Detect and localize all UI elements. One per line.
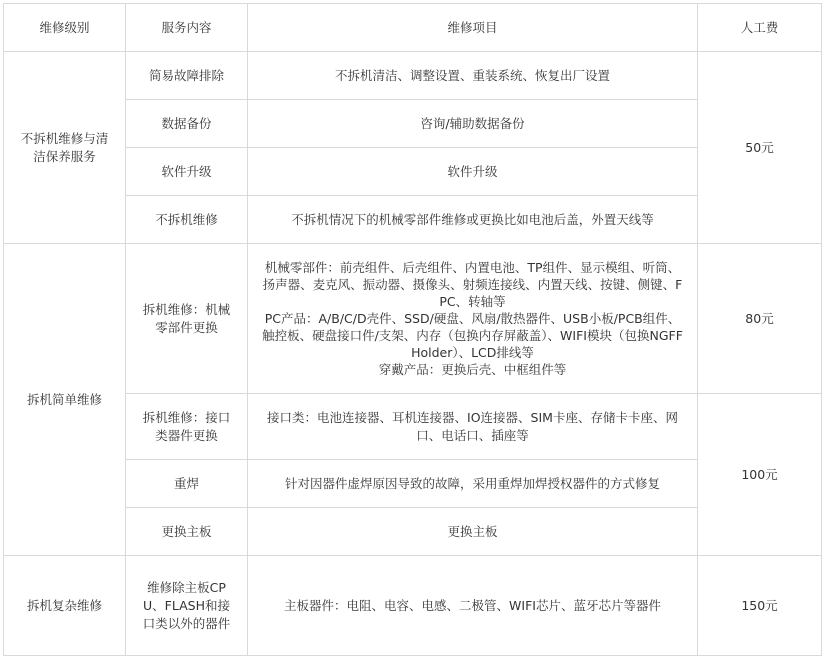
header-items: 维修项目: [248, 4, 698, 52]
items-text: 机械零部件：前壳组件、后壳组件、内置电池、TP组件、显示模组、听筒、扬声器、麦克风、振动器、摄像头、射频连接线、内置天线、按键、侧键、FPC、转轴等: [262, 260, 683, 309]
header-level: 维修级别: [4, 4, 126, 52]
service-cell: 简易故障排除: [126, 52, 248, 100]
items-text: PC产品：A/B/C/D壳件、SSD/硬盘、风扇/散热器件、USB小板/PCB组件、触控板、硬盘接口件/支架、内存（包换内存屏蔽盖）、WIFI模块（包换NGFF Holder）、LCD排线等: [262, 311, 683, 360]
fee-cell: 50元: [698, 52, 822, 244]
table-row: [4, 244, 822, 394]
service-cell: 拆机维修：接口类器件更换: [126, 394, 248, 460]
items-cell: 咨询/辅助数据备份: [248, 100, 698, 148]
service-cell: 软件升级: [126, 148, 248, 196]
service-cell: 更换主板: [126, 508, 248, 556]
items-cell: 针对因器件虚焊原因导致的故障，采用重焊加焊授权器件的方式修复: [248, 460, 698, 508]
table-row: [4, 556, 822, 656]
fee-cell: 150元: [698, 556, 822, 656]
repair-pricing-table: [3, 3, 822, 656]
items-cell: [248, 244, 698, 394]
items-cell: 不拆机清洁、调整设置、重装系统、恢复出厂设置: [248, 52, 698, 100]
table-row: [4, 52, 822, 100]
items-cell: 更换主板: [248, 508, 698, 556]
items-cell: 接口类：电池连接器、耳机连接器、IO连接器、SIM卡座、存储卡卡座、网口、电话口、插座等: [248, 394, 698, 460]
service-cell: 不拆机维修: [126, 196, 248, 244]
table-header-row: [4, 4, 822, 52]
items-text: 穿戴产品：更换后壳、中框组件等: [378, 362, 567, 377]
items-cell: 软件升级: [248, 148, 698, 196]
fee-cell: 100元: [698, 394, 822, 556]
service-cell: 数据备份: [126, 100, 248, 148]
service-cell: 拆机维修：机械零部件更换: [126, 244, 248, 394]
table-row: [4, 394, 822, 460]
header-fee: 人工费: [698, 4, 822, 52]
level-cell: 拆机复杂维修: [4, 556, 126, 656]
header-service: 服务内容: [126, 4, 248, 52]
level-cell: 不拆机维修与清洁保养服务: [4, 52, 126, 244]
items-cell: 主板器件：电阻、电容、电感、二极管、WIFI芯片、蓝牙芯片等器件: [248, 556, 698, 656]
level-cell: 拆机简单维修: [4, 244, 126, 556]
fee-cell: 80元: [698, 244, 822, 394]
items-cell: 不拆机情况下的机械零部件维修或更换比如电池后盖，外置天线等: [248, 196, 698, 244]
service-cell: 维修除主板CPU、FLASH和接口类以外的器件: [126, 556, 248, 656]
service-cell: 重焊: [126, 460, 248, 508]
